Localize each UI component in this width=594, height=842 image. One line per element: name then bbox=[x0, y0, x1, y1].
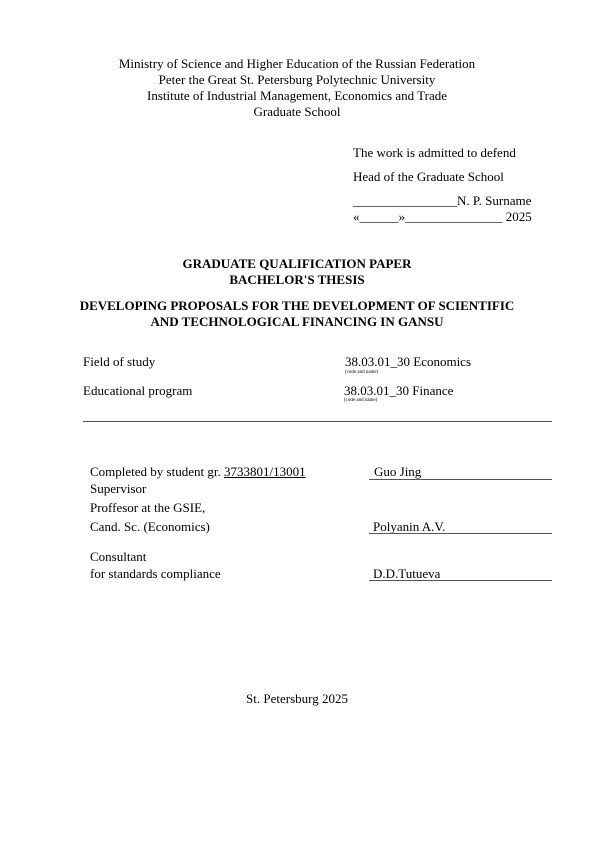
field-of-study-label: Field of study bbox=[83, 354, 156, 369]
group-number: 3733801/13001 bbox=[223, 464, 306, 479]
supervisor-signature-line bbox=[369, 533, 552, 534]
program-label: Educational program bbox=[83, 383, 193, 398]
paper-type-line: GRADUATE QUALIFICATION PAPER bbox=[182, 256, 412, 271]
school-line: Graduate School bbox=[253, 104, 341, 119]
completed-by-text bbox=[90, 464, 306, 480]
supervisor-title-1: Proffesor at the GSIE, bbox=[90, 500, 206, 515]
thesis-type-line: BACHELOR'S THESIS bbox=[229, 272, 365, 287]
field-of-study-value: 38.03.01_30 Economics bbox=[345, 354, 472, 369]
consultant-signature-line bbox=[369, 580, 552, 581]
program-hint: (code and name) bbox=[344, 398, 378, 403]
city-year: St. Petersburg 2025 bbox=[246, 691, 348, 706]
consultant-label-1: Consultant bbox=[90, 549, 147, 564]
ministry-line: Ministry of Science and Higher Education of the Russian Federation bbox=[118, 56, 476, 71]
consultant-label-2: for standards compliance bbox=[90, 566, 221, 581]
supervisor-title-2: Cand. Sc. (Economics) bbox=[90, 519, 210, 534]
section-divider bbox=[83, 421, 552, 422]
supervisor-name: Polyanin A.V. bbox=[373, 519, 446, 534]
thesis-topic-line-2: AND TECHNOLOGICAL FINANCING IN GANSU bbox=[150, 314, 444, 329]
program-value: 38.03.01_30 Finance bbox=[344, 383, 454, 398]
admitted-text: The work is admitted to defend bbox=[353, 145, 516, 160]
supervisor-label: Supervisor bbox=[90, 481, 147, 496]
head-signature-line: ________________N. P. Surname bbox=[353, 193, 532, 208]
university-line: Peter the Great St. Petersburg Polytechnic University bbox=[158, 72, 436, 87]
head-of-school-text: Head of the Graduate School bbox=[353, 169, 504, 184]
consultant-name: D.D.Tutueva bbox=[373, 566, 441, 581]
institute-line: Institute of Industrial Management, Economics and Trade bbox=[146, 88, 448, 103]
thesis-topic-line-1: DEVELOPING PROPOSALS FOR THE DEVELOPMENT OF SCIENTIFIC bbox=[79, 298, 515, 313]
field-of-study-hint: (code and name) bbox=[345, 370, 379, 375]
student-name: Guo Jing bbox=[374, 464, 422, 479]
admission-date-line: «______»_______________ 2025 bbox=[353, 209, 532, 224]
student-signature-line bbox=[369, 479, 552, 480]
completed-by-prefix: Completed by student gr. bbox=[90, 464, 224, 479]
